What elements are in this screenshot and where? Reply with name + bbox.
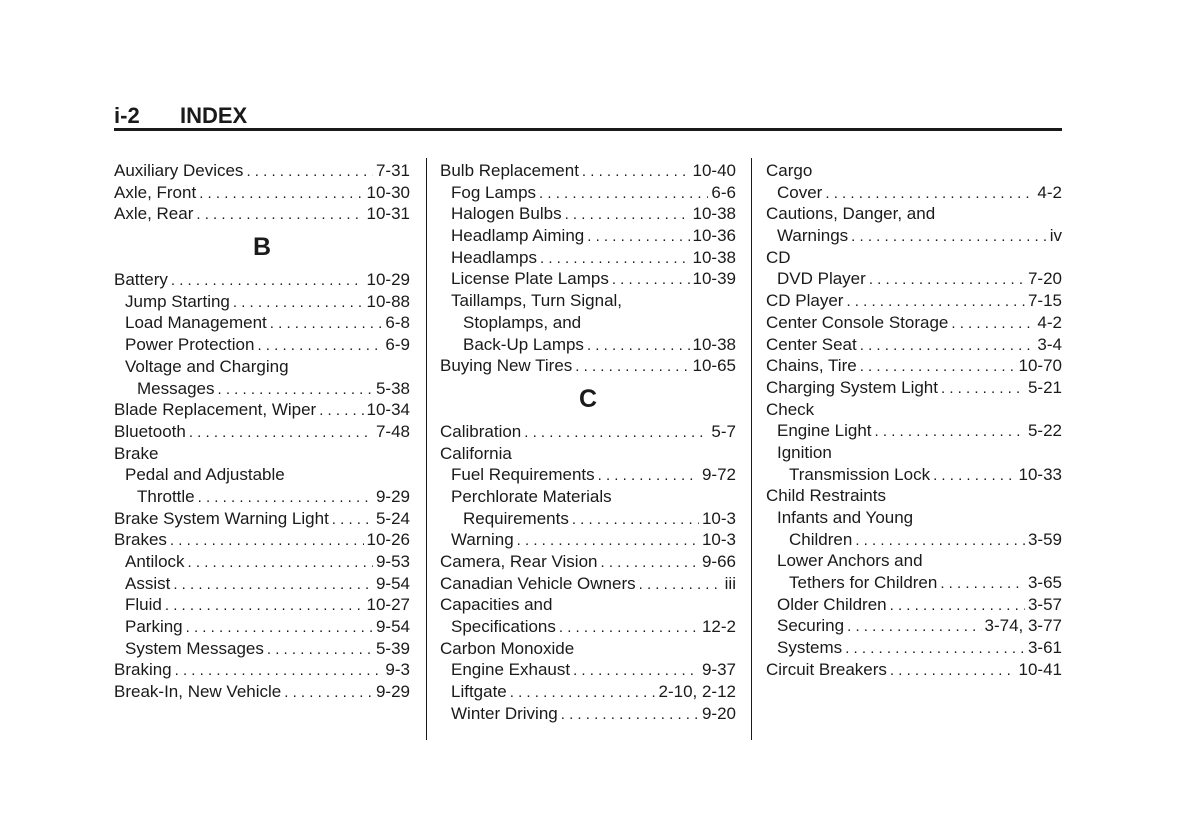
page-reference: 10-38 [692,334,736,354]
dot-leader [847,616,981,638]
index-term: Break-In, New Vehicle [114,682,282,702]
index-term: License Plate Lamps [451,269,609,289]
page-reference: 6-6 [711,182,736,202]
page-reference: 12-2 [701,617,736,637]
index-term: Securing [777,616,845,636]
page-reference: 7-48 [375,421,410,441]
index-entry [766,399,1062,421]
index-entry [440,182,736,204]
index-term: Bulb Replacement [440,161,579,180]
index-entry [114,399,410,421]
dot-leader [875,421,1025,443]
index-entry [114,486,410,508]
index-entry [766,442,1062,464]
index-term: Bluetooth [114,421,186,441]
dot-leader [572,509,699,531]
dot-leader [196,204,363,226]
page-reference: 10-3 [701,530,736,550]
dot-leader [890,595,1025,617]
index-entry [114,529,410,551]
index-entry [440,355,736,377]
page-reference: 9-29 [375,682,410,702]
page-reference: 10-38 [692,204,736,224]
index-entry [440,225,736,247]
index-entry [766,247,1062,269]
index-entry [766,659,1062,681]
section-letter-heading: C [578,384,598,413]
dot-leader [600,552,698,574]
index-entry [114,616,410,638]
index-entry [766,182,1062,204]
index-entry [114,312,410,334]
index-entry [114,182,410,204]
index-term: Braking [114,660,172,680]
page-reference: 9-66 [701,552,736,571]
dot-leader [186,617,373,639]
dot-leader [510,682,656,704]
index-term: Perchlorate Materials [451,486,612,506]
dot-leader [846,291,1025,313]
dot-leader [165,595,364,617]
dot-leader [270,313,383,335]
index-term: Axle, Front [114,182,197,202]
index-term: Battery [114,270,168,290]
page-reference: 10-38 [692,247,736,267]
dot-leader [941,378,1025,400]
index-term: CD Player [766,291,844,311]
index-term: Stoplamps, and [463,312,582,332]
index-entry [114,334,410,356]
page-reference: 9-72 [701,465,736,485]
dot-leader [598,465,699,487]
index-term: Tethers for Children [789,573,938,593]
index-entry [114,378,410,400]
dot-leader [175,660,383,682]
dot-leader [575,356,689,378]
index-entry [766,290,1062,312]
page-reference: 3-4 [1037,334,1062,354]
dot-leader [869,269,1025,291]
index-term: Brakes [114,530,167,550]
index-term: Halogen Bulbs [451,204,562,224]
index-term: Cautions, Danger, and [766,204,936,224]
index-entry [440,160,736,182]
dot-leader [587,335,690,357]
index-entry [766,637,1062,659]
dot-leader [267,639,373,661]
dot-leader [189,422,373,444]
index-term: Power Protection [125,335,255,355]
index-entry [114,421,410,443]
index-term: Winter Driving [451,703,558,723]
index-entry [440,616,736,638]
index-term: DVD Player [777,269,866,289]
index-term: Taillamps, Turn Signal, [451,291,623,311]
index-entry [440,312,736,334]
index-entry [766,225,1062,247]
index-entry [440,486,736,508]
page-reference: 3-61 [1027,638,1062,658]
index-term: Camera, Rear Vision [440,552,598,571]
page-reference: 9-54 [375,573,410,593]
index-term: Engine Light [777,421,872,441]
dot-leader [517,530,699,552]
index-term: Buying New Tires [440,356,573,376]
index-term: Ignition [777,442,832,462]
dot-leader [825,183,1034,205]
index-entry [440,443,736,465]
page-reference: 3-57 [1027,594,1062,614]
index-term: Engine Exhaust [451,660,571,680]
dot-leader [845,638,1025,660]
dot-leader [540,248,690,270]
index-term: Chains, Tire [766,356,857,376]
page-reference: 5-39 [375,638,410,658]
index-term: Liftgate [451,682,507,702]
index-entry [114,573,410,595]
dot-leader [855,530,1025,552]
index-term: Brake [114,443,159,463]
index-term: Specifications [451,617,556,637]
page-reference: 10-31 [366,204,410,224]
index-term: Lower Anchors and [777,551,923,571]
index-entry [114,203,410,225]
page-reference: 6-9 [385,335,410,355]
dot-leader [539,183,708,205]
index-column-3 [766,160,1062,681]
dot-leader [173,574,373,596]
index-column-2 [440,160,736,725]
index-entry [440,594,736,616]
index-term: Assist [125,573,171,593]
dot-leader [332,509,373,531]
index-entry [766,420,1062,442]
index-entry [114,443,410,465]
index-term: Check [766,399,815,419]
index-term: Blade Replacement, Wiper [114,400,317,420]
page-header [114,101,1062,131]
page-reference: 7-31 [375,161,410,180]
index-entry [766,464,1062,486]
dot-leader [319,400,363,422]
index-entry [440,203,736,225]
dot-leader [565,204,690,226]
column-divider [751,158,752,740]
index-term: Fuel Requirements [451,465,595,485]
index-term: Transmission Lock [789,464,931,484]
dot-leader [890,660,1016,682]
section-letter-heading: B [252,233,272,262]
page-reference: 9-3 [385,660,410,680]
index-entry [766,203,1062,225]
index-entry [766,355,1062,377]
index-term: Systems [777,638,843,658]
page-reference: 10-29 [366,270,410,290]
index-entry [766,507,1062,529]
index-term: Cargo [766,161,813,180]
index-entry [766,160,1062,182]
index-term: Infants and Young [777,508,914,527]
index-entry [440,464,736,486]
page-reference: 10-3 [701,508,736,528]
index-term: Throttle [137,486,195,506]
index-entry [766,615,1062,637]
page-reference: 2-10, 2-12 [658,682,736,702]
index-term: Pedal and Adjustable [125,465,285,485]
dot-leader [639,574,722,596]
dot-leader [246,161,373,183]
index-column-1 [114,160,410,703]
dot-leader [940,573,1025,595]
index-term: Carbon Monoxide [440,638,575,658]
index-term: Calibration [440,421,522,441]
index-term: Axle, Rear [114,204,194,224]
page-reference: 6-8 [385,313,410,333]
index-term: Capacities and [440,595,553,615]
index-term: Auxiliary Devices [114,161,244,180]
index-entry [114,356,410,378]
index-entry [440,703,736,725]
index-entry [766,377,1062,399]
index-entry [114,508,410,530]
index-term: Jump Starting [125,291,230,311]
page-reference: 5-38 [375,378,410,398]
index-entry [114,464,410,486]
index-entry [766,334,1062,356]
index-term: Load Management [125,313,267,333]
index-entry [114,291,410,313]
index-term: Child Restraints [766,486,886,506]
index-term: System Messages [125,638,264,658]
dot-leader [860,356,1016,378]
index-entry [114,594,410,616]
index-term: Fog Lamps [451,182,537,202]
dot-leader [524,422,708,444]
index-entry [114,551,410,573]
index-term: Circuit Breakers [766,659,887,679]
index-entry [766,268,1062,290]
page-reference: 10-88 [366,291,410,311]
index-term: Requirements [463,508,569,528]
index-term: CD [766,247,791,267]
index-entry [766,550,1062,572]
index-entry [114,160,410,182]
page-number: i-2 [114,103,140,128]
page-reference: 5-21 [1027,377,1062,397]
page-reference: 9-53 [375,552,410,571]
index-entry [766,529,1062,551]
index-term: Voltage and Charging [125,356,289,376]
page-reference: 3-74, 3-77 [984,616,1062,636]
dot-leader [171,270,364,292]
dot-leader [188,552,373,574]
index-term: Antilock [125,552,185,571]
dot-leader [559,617,699,639]
dot-leader [612,269,690,291]
page-reference: 7-20 [1027,269,1062,289]
page-reference: 3-59 [1027,529,1062,549]
index-term: Brake System Warning Light [114,508,329,528]
dot-leader [573,660,699,682]
page-reference: 9-54 [375,617,410,637]
index-term: Center Seat [766,334,857,354]
dot-leader [257,335,382,357]
index-entry [440,508,736,530]
dot-leader [170,530,364,552]
index-term: California [440,443,512,463]
dot-leader [284,682,373,704]
index-entry [440,247,736,269]
index-term: Fluid [125,595,162,615]
dot-leader [561,704,699,726]
index-entry [114,659,410,681]
index-term: Cover [777,182,823,202]
index-term: Canadian Vehicle Owners [440,573,636,593]
index-entry [440,573,736,595]
index-term: Children [789,529,853,549]
index-entry [440,529,736,551]
page-reference: 10-39 [692,269,736,289]
page-reference: 10-41 [1018,659,1062,679]
index-term: Center Console Storage [766,312,949,332]
page-reference: 9-37 [701,660,736,680]
index-term: Parking [125,617,183,637]
index-entry [440,334,736,356]
page-reference: 10-34 [366,400,410,420]
dot-leader [217,379,372,401]
index-entry [440,290,736,312]
page-reference: 10-26 [366,530,410,550]
index-entry [440,268,736,290]
page-reference: 9-29 [375,486,410,506]
dot-leader [199,183,363,205]
page-reference: 10-70 [1018,356,1062,376]
page-reference: 5-24 [375,508,410,528]
dot-leader [933,465,1015,487]
dot-leader [951,313,1034,335]
page-reference: 4-2 [1037,312,1062,332]
index-entry [114,638,410,660]
index-term: Warning [451,530,514,550]
page-reference: 5-22 [1027,421,1062,441]
index-entry [766,485,1062,507]
dot-leader [860,335,1035,357]
index-term: Older Children [777,594,887,614]
index-term: Back-Up Lamps [463,334,584,354]
page-reference: 4-2 [1037,182,1062,202]
page-reference: 9-20 [701,703,736,723]
index-entry [766,572,1062,594]
page-reference: 10-33 [1018,464,1062,484]
index-entry [440,638,736,660]
index-term: Headlamp Aiming [451,226,585,246]
page-reference: 5-7 [711,421,736,441]
page-reference: iii [724,573,736,593]
index-entry [114,269,410,291]
page-reference: 3-65 [1027,573,1062,593]
dot-leader [233,292,364,314]
dot-leader [198,487,373,509]
page-reference: 10-40 [692,161,736,180]
index-term: Warnings [777,226,849,246]
page-reference: iv [1049,226,1062,246]
index-term: Messages [137,378,215,398]
page-title: INDEX [180,103,248,128]
page-reference: 10-36 [692,226,736,246]
index-term: Charging System Light [766,377,938,397]
dot-leader [851,226,1047,248]
dot-leader [587,226,689,248]
column-divider [426,158,427,740]
index-entry [440,681,736,703]
index-entry [766,312,1062,334]
dot-leader [582,161,690,183]
index-entry [766,594,1062,616]
index-entry [114,681,410,703]
page-reference: 10-27 [366,595,410,615]
page-reference: 10-30 [366,182,410,202]
index-entry [440,551,736,573]
index-entry [440,659,736,681]
page-reference: 10-65 [692,356,736,376]
page-reference: 7-15 [1027,291,1062,311]
index-term: Headlamps [451,247,537,267]
index-entry [440,421,736,443]
